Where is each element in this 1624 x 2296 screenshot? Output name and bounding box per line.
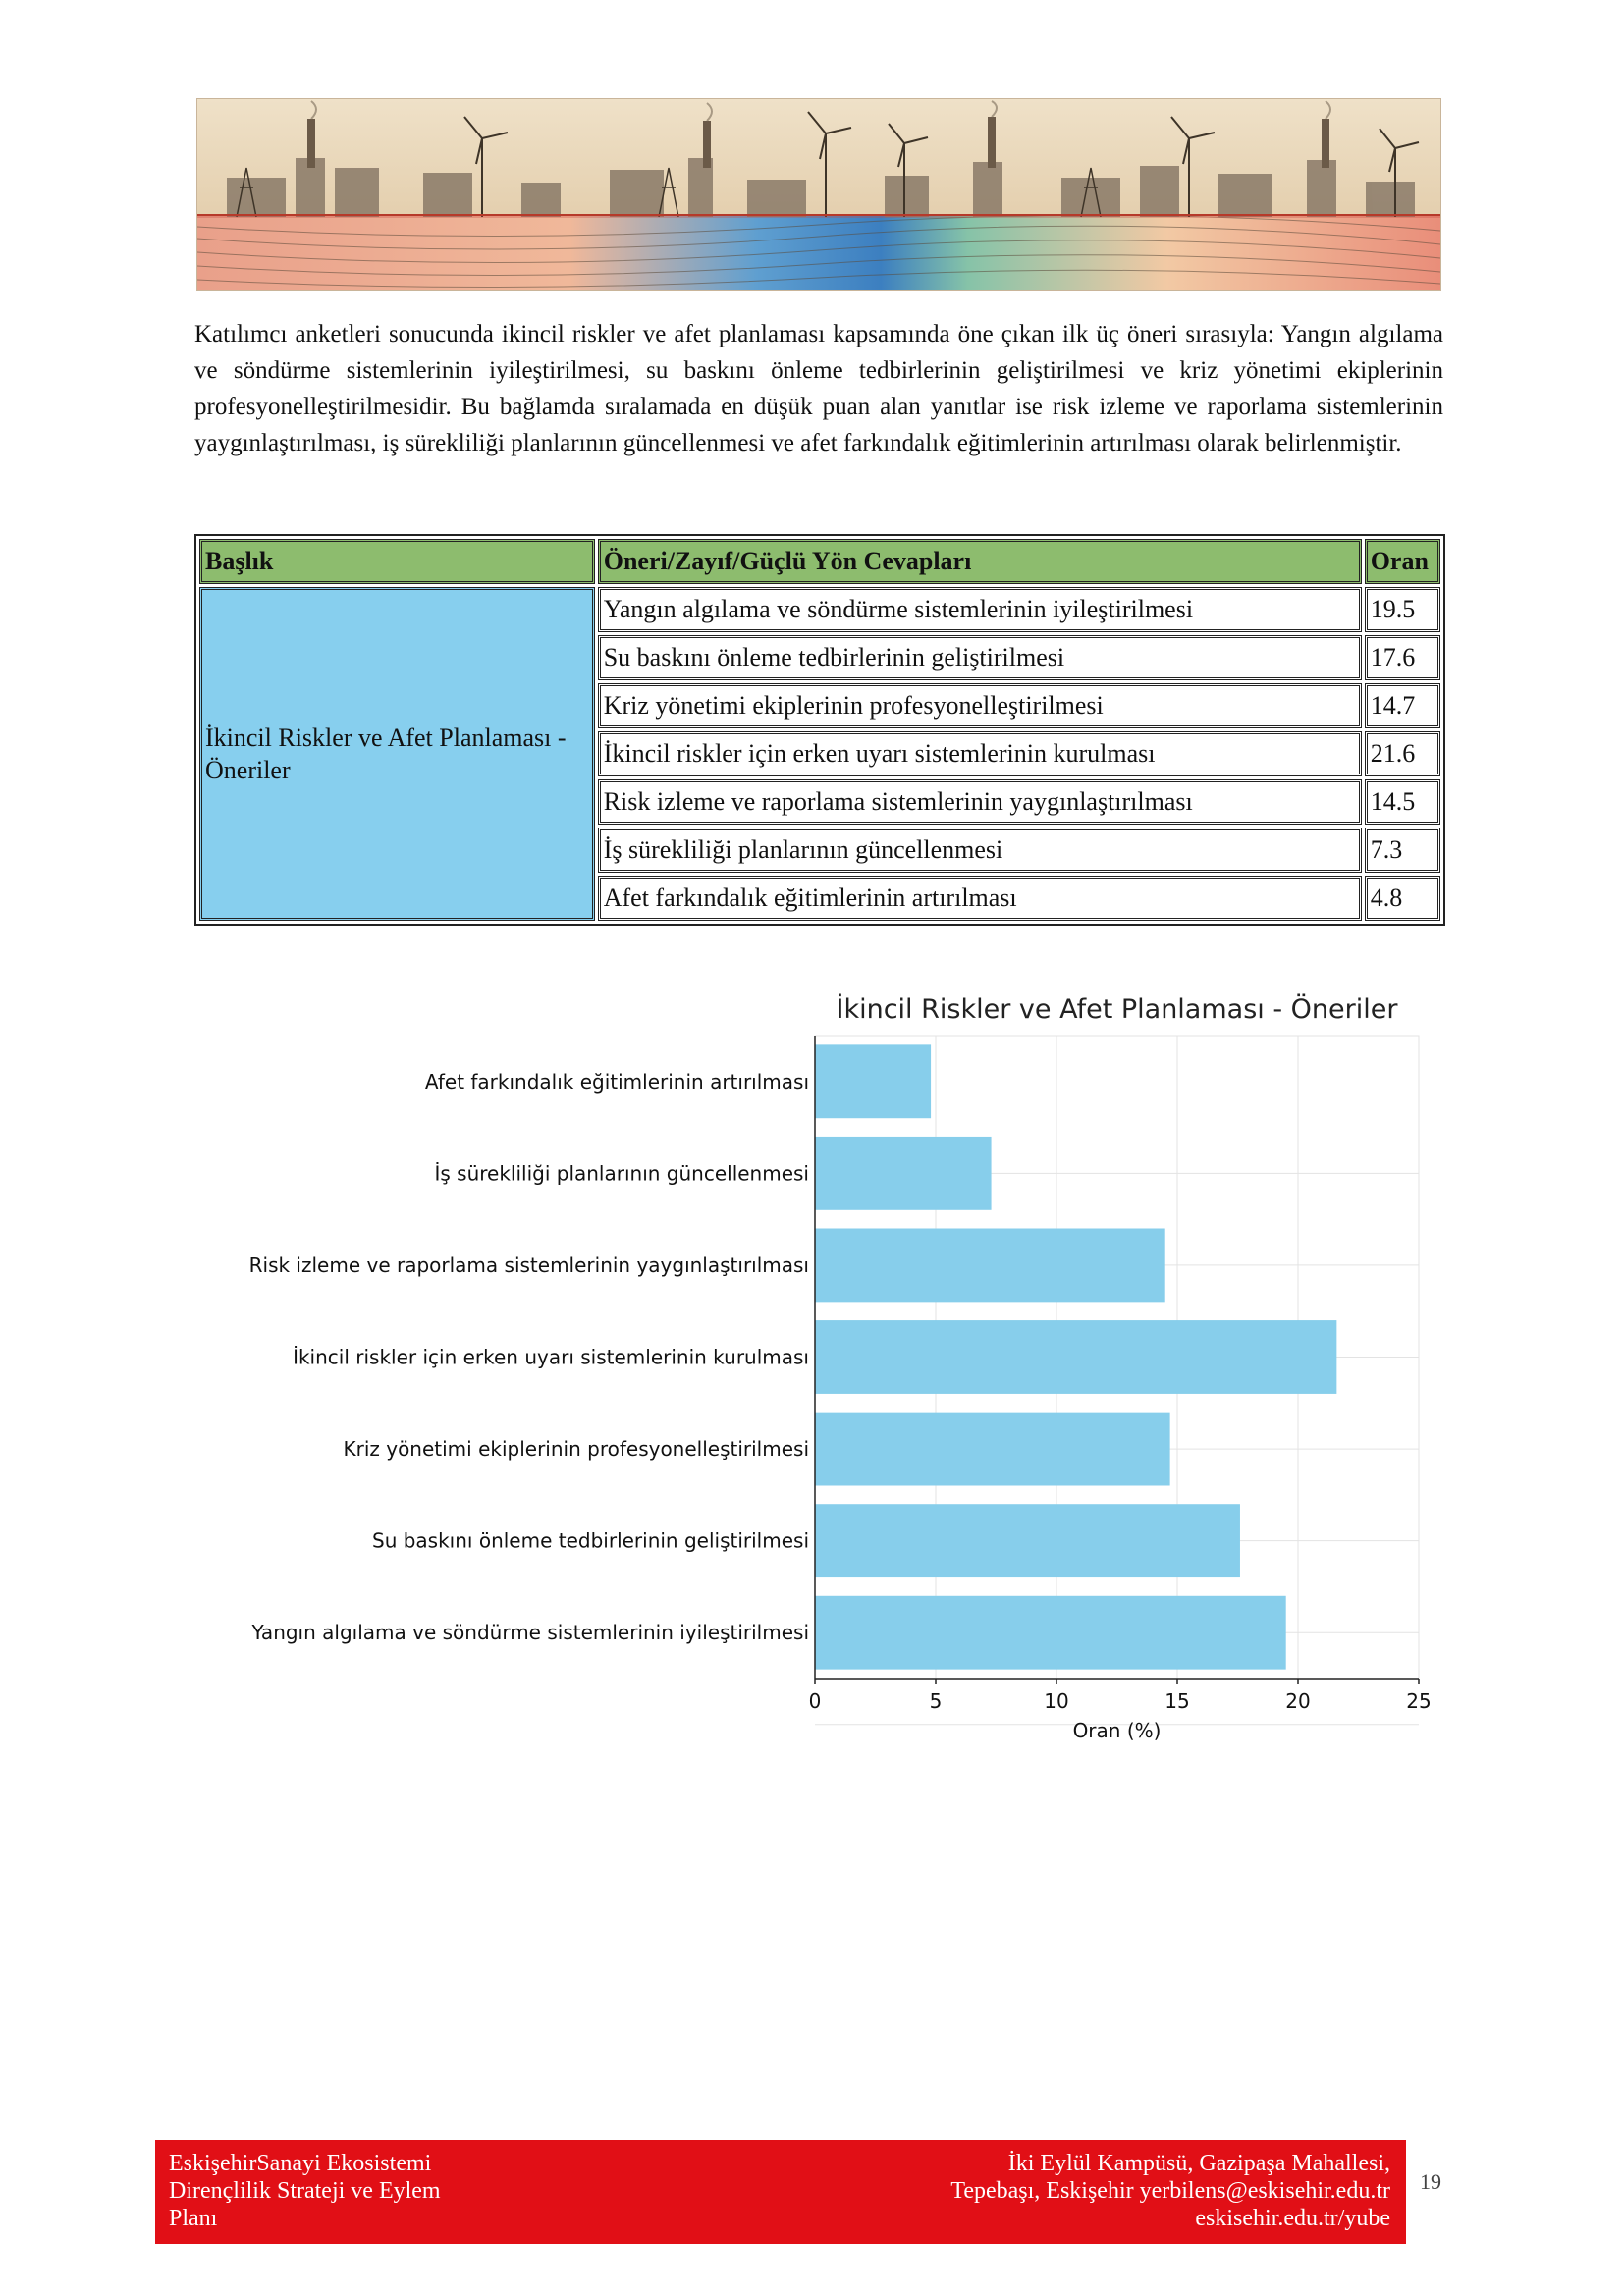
- x-tick-label: 15: [1164, 1689, 1190, 1713]
- category-label: Yangın algılama ve söndürme sistemlerinin iyileştirilmesi: [251, 1621, 809, 1645]
- recommendations-table: [194, 534, 1445, 926]
- row-value: 4.8: [1365, 876, 1440, 921]
- x-tick-label: 20: [1285, 1689, 1311, 1713]
- row-value: 19.5: [1365, 587, 1440, 632]
- x-axis-title: Oran (%): [1072, 1719, 1162, 1742]
- table-row: [199, 587, 1440, 632]
- category-label: İkincil riskler için erken uyarı sistemlerinin kurulması: [293, 1345, 809, 1369]
- header-responses: Öneri/Zayıf/Güçlü Yön Cevapları: [598, 539, 1362, 584]
- chart-bar: [815, 1596, 1286, 1670]
- x-tick-label: 10: [1044, 1689, 1069, 1713]
- chart-title: İkincil Riskler ve Afet Planlaması - Öneriler: [836, 994, 1398, 1025]
- chart-bar: [815, 1229, 1165, 1303]
- chart-bar: [815, 1044, 931, 1118]
- page-footer: [155, 2140, 1406, 2244]
- header-rate: Oran: [1365, 539, 1440, 584]
- category-label: Su baskını önleme tedbirlerinin geliştirilmesi: [372, 1528, 809, 1553]
- category-label: İş sürekliliği planlarının güncellenmesi: [434, 1161, 809, 1186]
- page-number: 19: [1420, 2169, 1441, 2194]
- row-label: İkincil riskler için erken uyarı sistemlerinin kurulması: [598, 731, 1362, 776]
- x-tick-label: 0: [808, 1689, 822, 1713]
- footer-address-line: İki Eylül Kampüsü, Gazipaşa Mahallesi,: [1007, 2151, 1390, 2176]
- footer-left-line: Planı: [169, 2206, 218, 2231]
- row-value: 7.3: [1365, 828, 1440, 873]
- row-label: Su baskını önleme tedbirlerinin geliştirilmesi: [598, 635, 1362, 680]
- footer-left-line: Dirençlilik Strateji ve Eylem: [169, 2178, 441, 2204]
- header-title: Başlık: [199, 539, 595, 584]
- table-header-row: [199, 539, 1440, 584]
- x-tick-label: 5: [929, 1689, 943, 1713]
- footer-website-line: eskisehir.edu.tr/yube: [1195, 2206, 1390, 2231]
- bar-chart: [187, 987, 1453, 1742]
- row-value: 21.6: [1365, 731, 1440, 776]
- intro-paragraph: Katılımcı anketleri sonucunda ikincil riskler ve afet planlaması kapsamında öne çıkan ilk üç öneri sırasıyla: Yangın algılama ve söndürme sistemlerinin iyileştirilmesi, su baskını önleme tedbirlerinin geliştirilmesi ve kriz yönetimi ekiplerinin profesyonelleştirilmesidir. Bu bağlamda sıralamada en düşük puan alan yanıtlar ise risk izleme ve raporlama sistemlerinin yaygınlaştırılması, iş sürekliliği planlarının güncellenmesi ve afet farkındalık eğitimlerinin artırılması olarak belirlenmiştir.: [194, 321, 1443, 456]
- row-label: İş sürekliliği planlarının güncellenmesi: [598, 828, 1362, 873]
- footer-left-line: EskişehirSanayi Ekosistemi: [169, 2151, 432, 2176]
- category-label: Risk izleme ve raporlama sistemlerinin yaygınlaştırılması: [248, 1253, 809, 1277]
- row-label: Afet farkındalık eğitimlerinin artırılması: [598, 876, 1362, 921]
- row-value: 14.5: [1365, 779, 1440, 825]
- footer-left-block: [169, 2150, 522, 2232]
- chart-bar: [815, 1320, 1336, 1394]
- row-value: 14.7: [1365, 683, 1440, 728]
- row-label: Yangın algılama ve söndürme sistemlerinin iyileştirilmesi: [598, 587, 1362, 632]
- footer-right-block: [840, 2150, 1390, 2232]
- category-label: Kriz yönetimi ekiplerinin profesyonelleştirilmesi: [343, 1437, 809, 1462]
- row-value: 17.6: [1365, 635, 1440, 680]
- row-label: Risk izleme ve raporlama sistemlerinin yaygınlaştırılması: [598, 779, 1362, 825]
- chart-bar: [815, 1413, 1170, 1486]
- group-cell: İkincil Riskler ve Afet Planlaması - Öneriler: [199, 587, 595, 921]
- header-banner-illustration: [196, 98, 1441, 291]
- chart-bar: [815, 1137, 992, 1210]
- chart-bar: [815, 1504, 1240, 1577]
- category-label: Afet farkındalık eğitimlerinin artırılması: [424, 1069, 809, 1094]
- x-tick-label: 25: [1406, 1689, 1432, 1713]
- footer-contact-line: Tepebaşı, Eskişehir yerbilens@eskisehir.edu.tr: [950, 2178, 1390, 2204]
- row-label: Kriz yönetimi ekiplerinin profesyonelleştirilmesi: [598, 683, 1362, 728]
